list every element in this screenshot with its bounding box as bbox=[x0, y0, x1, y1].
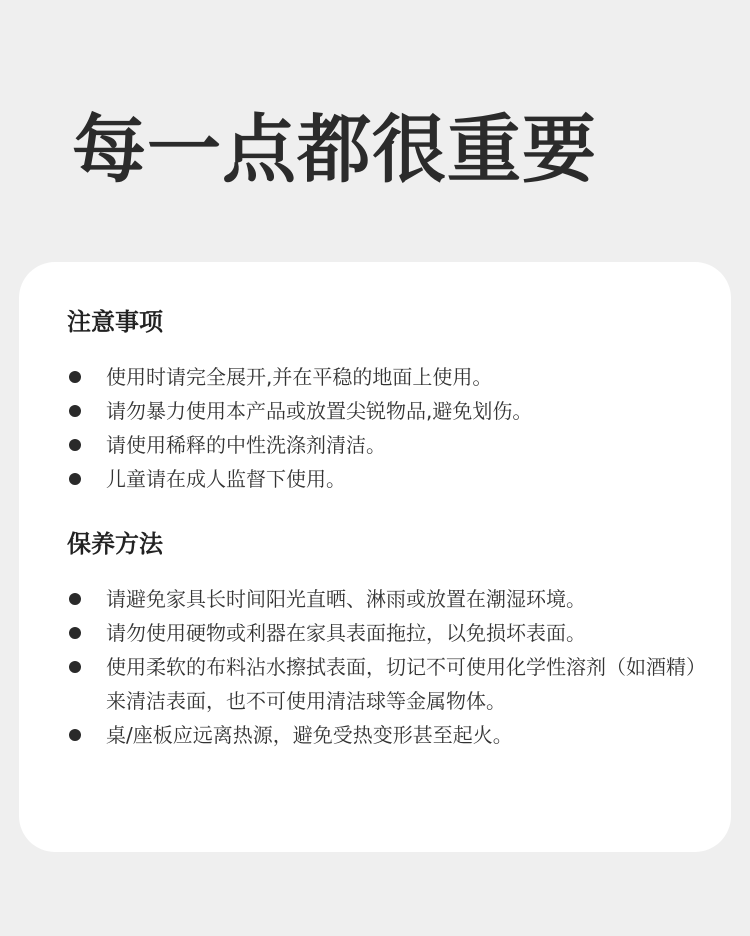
list-item bbox=[67, 582, 697, 616]
bullet-dot-icon bbox=[69, 729, 81, 741]
notice-list bbox=[67, 360, 697, 496]
info-card bbox=[19, 262, 731, 852]
list-item bbox=[67, 718, 697, 752]
notice-heading: 注意事项 bbox=[67, 308, 163, 336]
list-item-text: 请使用稀释的中性洗涤剂清洁。 bbox=[106, 433, 386, 457]
list-item-text: 桌/座板应远离热源，避免受热变形甚至起火。 bbox=[106, 723, 513, 747]
list-item bbox=[67, 616, 697, 650]
list-item bbox=[67, 428, 697, 462]
list-item bbox=[67, 462, 697, 496]
bullet-dot-icon bbox=[69, 661, 81, 673]
bullet-dot-icon bbox=[69, 627, 81, 639]
notice-section bbox=[67, 306, 697, 496]
bullet-dot-icon bbox=[69, 439, 81, 451]
list-item bbox=[67, 650, 697, 718]
care-heading: 保养方法 bbox=[67, 530, 163, 558]
care-section bbox=[67, 528, 697, 752]
bullet-dot-icon bbox=[69, 473, 81, 485]
list-item-text: 儿童请在成人监督下使用。 bbox=[106, 467, 346, 491]
bullet-dot-icon bbox=[69, 405, 81, 417]
page-title: 每一点都很重要 bbox=[72, 107, 597, 193]
list-item-text: 请避免家具长时间阳光直晒、淋雨或放置在潮湿环境。 bbox=[106, 587, 586, 611]
list-item-text: 使用柔软的布料沾水擦拭表面，切记不可使用化学性溶剂（如酒精）来清洁表面，也不可使用清洁球等金属物体。 bbox=[106, 655, 696, 713]
bullet-dot-icon bbox=[69, 593, 81, 605]
bullet-dot-icon bbox=[69, 371, 81, 383]
list-item bbox=[67, 360, 697, 394]
list-item-text: 使用时请完全展开,并在平稳的地面上使用。 bbox=[106, 365, 493, 389]
list-item bbox=[67, 394, 697, 428]
care-list bbox=[67, 582, 697, 752]
list-item-text: 请勿使用硬物或利器在家具表面拖拉，以免损坏表面。 bbox=[106, 621, 586, 645]
list-item-text: 请勿暴力使用本产品或放置尖锐物品,避免划伤。 bbox=[106, 399, 533, 423]
